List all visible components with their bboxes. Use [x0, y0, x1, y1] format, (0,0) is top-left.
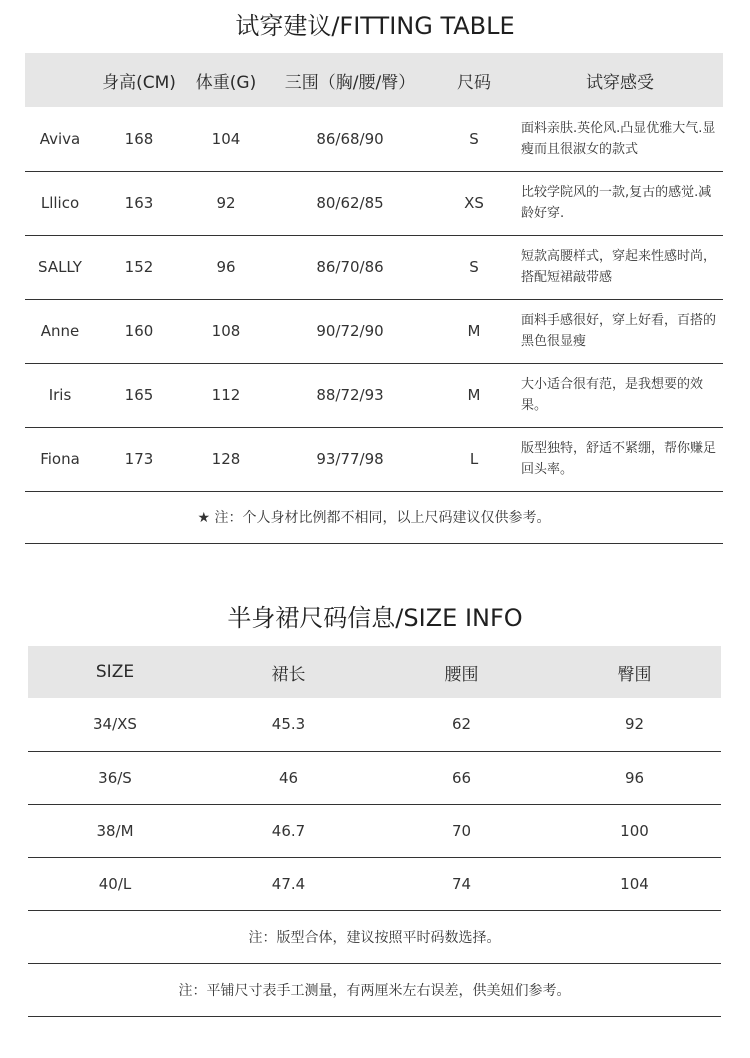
model-measurements: 90/72/90 — [316, 322, 384, 340]
size-header-size: SIZE — [95, 662, 135, 682]
skirt-length: 46 — [278, 768, 299, 787]
fitting-header-row — [25, 53, 723, 107]
skirt-length: 45.3 — [271, 715, 306, 734]
model-size: M — [467, 322, 481, 340]
fitting-header-height: 身高(CM) — [102, 72, 176, 93]
skirt-length: 47.4 — [271, 874, 306, 893]
fitting-note-row — [25, 491, 723, 543]
model-size: XS — [464, 194, 484, 212]
model-name: Anne — [40, 322, 80, 340]
size-info-title: 半身裙尺码信息/SIZE INFO — [227, 604, 523, 632]
waist-value: 62 — [451, 715, 472, 734]
model-feel: 面料亲肤.英伦风.凸显优雅大气.显瘦而且很淑女的款式 — [521, 120, 716, 157]
model-measurements: 86/68/90 — [316, 129, 384, 148]
size-note-row — [28, 963, 721, 1016]
size-header-waist: 腰围 — [444, 664, 479, 685]
fitting-header-size: 尺码 — [457, 72, 491, 93]
model-measurements: 93/77/98 — [316, 450, 384, 468]
model-weight: 92 — [216, 194, 236, 212]
model-size: S — [469, 129, 479, 148]
model-name: Lllico — [40, 194, 80, 212]
hip-value: 104 — [620, 874, 649, 893]
model-feel: 面料手感很好，穿上好看，百搭的黑色很显瘦 — [521, 313, 717, 349]
model-measurements: 86/70/86 — [316, 258, 384, 276]
model-weight: 96 — [216, 258, 236, 276]
model-feel: 比较学院风的一款,复古的感觉.减龄好穿. — [521, 185, 712, 221]
fitting-table-title: 试穿建议/FITTING TABLE — [235, 12, 515, 40]
table-row — [28, 751, 721, 804]
table-row — [28, 804, 721, 857]
fitting-header-weight: 体重(G) — [195, 72, 257, 93]
model-feel: 大小适合很有范，是我想要的效果。 — [521, 377, 704, 413]
model-size: L — [469, 450, 479, 468]
model-name: Iris — [48, 386, 72, 404]
waist-value: 70 — [451, 821, 472, 840]
model-weight: 112 — [211, 386, 241, 404]
table-row — [25, 107, 723, 171]
size-header-length: 裙长 — [271, 664, 306, 685]
size-label: 34/XS — [93, 715, 137, 734]
size-label: 40/L — [98, 874, 132, 893]
table-row — [28, 857, 721, 910]
model-weight: 104 — [211, 129, 241, 148]
model-name: Aviva — [39, 129, 81, 148]
size-info-table — [28, 646, 721, 1017]
model-weight: 108 — [211, 322, 241, 340]
fitting-header-feel: 试穿感受 — [586, 72, 654, 93]
table-row — [25, 235, 723, 299]
waist-value: 66 — [451, 768, 472, 787]
model-weight: 128 — [211, 450, 241, 468]
fitting-note: ★ 注：个人身材比例都不相同，以上尺码建议仅供参考。 — [197, 510, 551, 526]
fitting-header-measurements: 三围（胸/腰/臀） — [284, 72, 416, 93]
size-label: 36/S — [98, 768, 132, 787]
table-row — [25, 363, 723, 427]
model-name: SALLY — [38, 258, 82, 276]
fitting-header-model — [25, 53, 95, 107]
hip-value: 96 — [624, 768, 645, 787]
model-feel: 版型独特，舒适不紧绷，帮你赚足回头率。 — [521, 441, 717, 477]
model-height: 165 — [124, 386, 154, 404]
table-row — [28, 698, 721, 751]
model-size: M — [467, 386, 481, 404]
model-measurements: 80/62/85 — [316, 194, 384, 212]
model-height: 168 — [124, 129, 154, 148]
skirt-length: 46.7 — [271, 821, 306, 840]
model-height: 173 — [124, 450, 154, 468]
table-row — [25, 427, 723, 491]
size-header-row — [28, 646, 721, 698]
model-name: Fiona — [40, 450, 80, 468]
size-label: 38/M — [96, 821, 134, 840]
size-measure-note: 注：平铺尺寸表手工测量，有两厘米左右误差，供美妞们参考。 — [178, 982, 571, 999]
waist-value: 74 — [451, 874, 472, 893]
model-height: 152 — [124, 258, 154, 276]
model-height: 160 — [124, 322, 154, 340]
hip-value: 92 — [624, 715, 645, 734]
table-row — [25, 171, 723, 235]
model-feel: 短款高腰样式，穿起来性感时尚，搭配短裙敲带感 — [521, 249, 717, 285]
fitting-table — [25, 53, 723, 544]
model-measurements: 88/72/93 — [316, 386, 384, 404]
size-fit-note: 注：版型合体，建议按照平时码数选择。 — [248, 929, 501, 946]
hip-value: 100 — [620, 821, 649, 840]
size-header-hip: 臀围 — [617, 664, 652, 685]
model-size: S — [469, 258, 479, 276]
model-height: 163 — [124, 194, 154, 212]
size-note-row — [28, 910, 721, 963]
table-row — [25, 299, 723, 363]
